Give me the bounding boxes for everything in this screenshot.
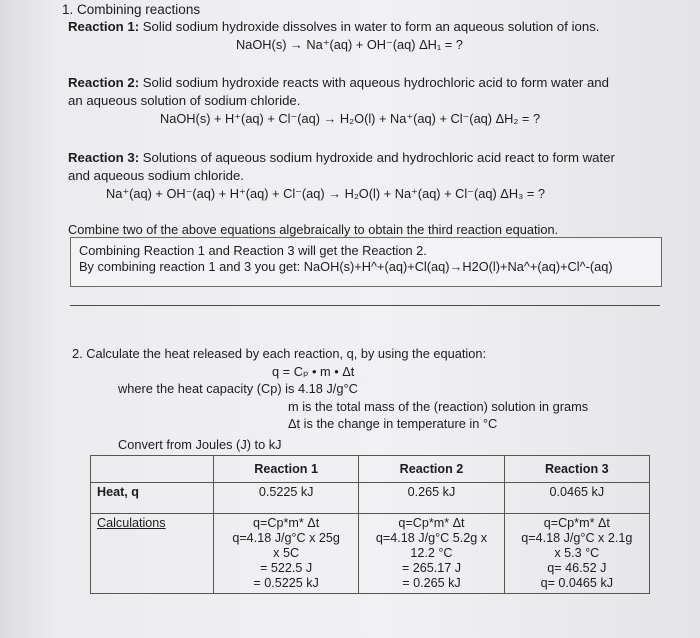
calc-line: q= 46.52 J — [547, 561, 607, 575]
table-row — [91, 483, 650, 514]
section-divider — [70, 305, 660, 306]
reaction-1-equation: NaOH(s) → Na⁺(aq) + OH⁻(aq) ΔH₁ = ? — [236, 37, 463, 52]
calc-line: = 0.5225 kJ — [253, 576, 319, 590]
table-header-reaction-1: Reaction 1 — [213, 456, 358, 483]
answer-line-2: By combining reaction 1 and 3 you get: NaOH(s)+H^+(aq)+Cl(aq)→H2O(l)+Na^+(aq)+Cl^-(aq) — [79, 259, 613, 274]
calc-line: q=Cp*m* Δt — [398, 516, 465, 530]
reaction-3-equation: Na⁺(aq) + OH⁻(aq) + H⁺(aq) + Cl⁻(aq) → H₂O(l) + Na⁺(aq) + Cl⁻(aq) ΔH₃ = ? — [106, 186, 546, 201]
section-2-prompt: 2. Calculate the heat released by each reaction, q, by using the equation: — [72, 346, 487, 361]
calculations-row-label: Calculations — [91, 514, 214, 594]
calc-line: 12.2 °C — [410, 546, 453, 560]
calc-line: q=4.18 J/g°C 5.2g x — [375, 531, 488, 545]
heat-capacity-line: where the heat capacity (Cp) is 4.18 J/g°C — [118, 381, 358, 396]
table-header-row — [91, 456, 650, 483]
reaction-3-text-continued: and aqueous sodium chloride. — [68, 168, 244, 183]
calc-line: = 522.5 J — [260, 561, 313, 575]
reaction-2-label: Reaction 2: — [68, 75, 140, 90]
section-1-title: 1. Combining reactions — [62, 2, 201, 17]
combine-prompt: Combine two of the above equations algebraically to obtain the third reaction equation. — [68, 222, 559, 237]
reaction-1-text: Solid sodium hydroxide dissolves in water to form an aqueous solution of ions. — [142, 19, 600, 34]
calc-line: q=Cp*m* Δt — [253, 516, 320, 530]
calc-line: = 0.265 kJ — [402, 576, 461, 590]
calculations-reaction-1[interactable] — [213, 514, 358, 594]
reaction-3-label: Reaction 3: — [68, 150, 140, 165]
calculations-reaction-3[interactable] — [504, 514, 649, 594]
heat-results-table — [90, 455, 650, 594]
heat-equation: q = Cₚ • m • Δt — [272, 364, 355, 379]
reaction-3-text: Solutions of aqueous sodium hydroxide and hydrochloric acid react to form water — [142, 150, 615, 165]
calc-line: q=Cp*m* Δt — [543, 516, 610, 530]
reaction-2-text-continued: an aqueous solution of sodium chloride. — [68, 93, 301, 108]
calc-line: = 265.17 J — [401, 561, 462, 575]
table-header-blank — [91, 456, 214, 483]
reaction-1-description — [68, 19, 599, 35]
heat-value-reaction-2[interactable]: 0.265 kJ — [359, 483, 504, 514]
reaction-1-label: Reaction 1: — [68, 19, 140, 34]
calc-line: q=4.18 J/g°C x 2.1g — [521, 531, 633, 545]
table-header-reaction-3: Reaction 3 — [504, 456, 649, 483]
reaction-2-text: Solid sodium hydroxide reacts with aqueous hydrochloric acid to form water and — [142, 75, 609, 90]
mass-definition-line: m is the total mass of the (reaction) solution in grams — [288, 399, 589, 414]
table-row — [91, 514, 650, 594]
table-header-reaction-2: Reaction 2 — [359, 456, 504, 483]
calculations-reaction-2[interactable] — [359, 514, 504, 594]
reaction-2-description — [68, 75, 609, 91]
reaction-2-equation: NaOH(s) + H⁺(aq) + Cl⁻(aq) → H₂O(l) + Na⁺(aq) + Cl⁻(aq) ΔH₂ = ? — [160, 111, 541, 126]
heat-row-label: Heat, q — [91, 483, 214, 514]
answer-line-1: Combining Reaction 1 and Reaction 3 will get the Reaction 2. — [79, 243, 427, 258]
convert-units-line: Convert from Joules (J) to kJ — [118, 437, 282, 452]
calc-line: q= 0.0465 kJ — [540, 576, 614, 590]
calc-line: x 5C — [273, 546, 300, 560]
heat-value-reaction-3[interactable]: 0.0465 kJ — [504, 483, 649, 514]
delta-t-definition-line: Δt is the change in temperature in °C — [288, 416, 498, 431]
calc-line: q=4.18 J/g°C x 25g — [232, 531, 340, 545]
heat-value-reaction-1[interactable]: 0.5225 kJ — [213, 483, 358, 514]
calc-line: x 5.3 °C — [554, 546, 600, 560]
reaction-3-description — [68, 150, 615, 166]
answer-box[interactable] — [70, 237, 662, 287]
